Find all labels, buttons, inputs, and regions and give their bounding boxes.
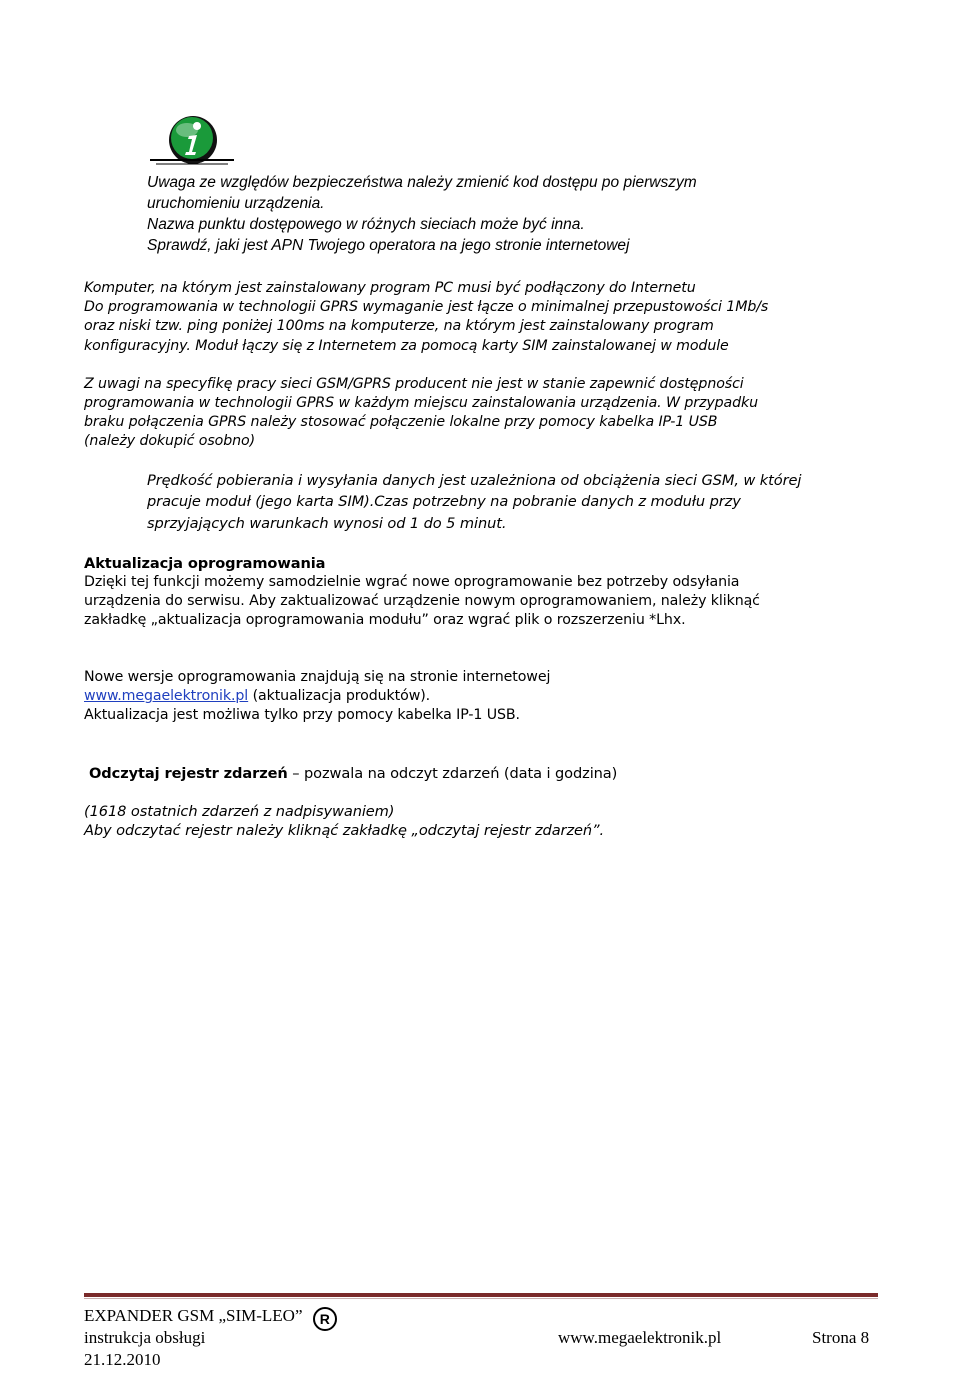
warning-line-2-b: W przypadku [661, 395, 759, 411]
gprs-line-4-b: Moduł łączy się z Internetem za pomocą karty SIM zainstalowanej w module [190, 338, 729, 354]
update-heading: Aktualizacja oprogramowania [84, 555, 326, 572]
speed-line-2-a: pracuje moduł (jego karta SIM). [147, 493, 375, 510]
notice-line-3: Nazwa punktu dostępowego w różnych sieciach może być inna. [147, 216, 585, 233]
footer-rule-thin [84, 1298, 878, 1299]
update-line-1: Dzięki tej funkcji możemy samodzielnie wgrać nowe oprogramowanie bez potrzeby odsyłania [84, 574, 740, 590]
website-link[interactable]: www.megaelektronik.pl [84, 688, 249, 704]
footer-page-number: Strona 8 [812, 1328, 870, 1347]
speed-line-2-b: Czas potrzebny na pobranie danych z modułu przy [374, 493, 741, 510]
registered-icon: R [313, 1307, 337, 1331]
footer-website: www.megaelektronik.pl [558, 1328, 722, 1347]
warning-line-2-a: programowania w technologii GPRS w każdym miejscu zainstalowania urządzenia. [84, 395, 662, 411]
gprs-line-2: Do programowania w technologii GPRS wymaganie jest łącze o minimalnej przepustowości 1Mb/s [84, 299, 769, 315]
log-line-1-rest: – pozwala na odczyt zdarzeń (data i godzina) [287, 765, 618, 782]
warning-line-1: Z uwagi na specyfikę pracy sieci GSM/GPRS producent nie jest w stanie zapewnić dostępności [84, 376, 744, 392]
footer-date: 21.12.2010 [84, 1350, 161, 1369]
notice-line-4: Sprawdź, jaki jest APN Twojego operatora na jego stronie internetowej [147, 237, 630, 254]
warning-line-3: braku połączenia GPRS należy stosować połączenie lokalne przy pomocy kabelka IP-1 USB [84, 414, 718, 430]
footer-product-name: EXPANDER GSM „SIM-LEO” [84, 1306, 303, 1325]
notice-line-2: uruchomieniu urządzenia. [147, 195, 325, 212]
speed-line-1: Prędkość pobierania i wysyłania danych jest uzależniona od obciążenia sieci GSM, w której [147, 472, 802, 489]
warning-line-4: (należy dokupić osobno) [84, 433, 256, 449]
gprs-line-4 [84, 338, 729, 354]
update-line-3: zakładkę „aktualizacja oprogramowania modułu” oraz wgrać plik o rozszerzeniu *Lhx. [84, 612, 686, 628]
speed-line-2 [147, 493, 741, 510]
versions-line-3: Aktualizacja jest możliwa tylko przy pomocy kabelka IP-1 USB. [84, 707, 520, 723]
versions-line-1: Nowe wersje oprogramowania znajdują się na stronie internetowej [84, 669, 551, 685]
log-line-3: Aby odczytać rejestr należy kliknąć zakładkę „odczytaj rejestr zdarzeń”. [84, 822, 605, 839]
gprs-line-3: oraz niski tzw. ping poniżej 100ms na komputerze, na którym jest zainstalowany program [84, 318, 714, 334]
gprs-line-4-a: konfiguracyjny. [84, 338, 191, 354]
footer-rule [84, 1293, 878, 1297]
log-heading: Odczytaj rejestr zdarzeń [89, 765, 288, 782]
speed-line-3: sprzyjających warunkach wynosi od 1 do 5 minut. [147, 515, 507, 532]
versions-line-2-rest: (aktualizacja produktów). [248, 688, 431, 704]
log-line-1 [89, 765, 617, 782]
versions-line-2 [84, 688, 430, 704]
footer-manual: instrukcja obsługi [84, 1328, 206, 1347]
warning-line-2 [84, 395, 758, 411]
update-line-2: urządzenia do serwisu. Aby zaktualizować urządzenie nowym oprogramowaniem, należy kliknąć [84, 593, 760, 609]
info-icon [146, 108, 236, 170]
gprs-line-1: Komputer, na którym jest zainstalowany program PC musi być podłączony do Internetu [84, 280, 696, 296]
notice-line-1: Uwaga ze względów bezpieczeństwa należy zmienić kod dostępu po pierwszym [147, 174, 697, 191]
log-line-2: (1618 ostatnich zdarzeń z nadpisywaniem) [84, 803, 395, 820]
